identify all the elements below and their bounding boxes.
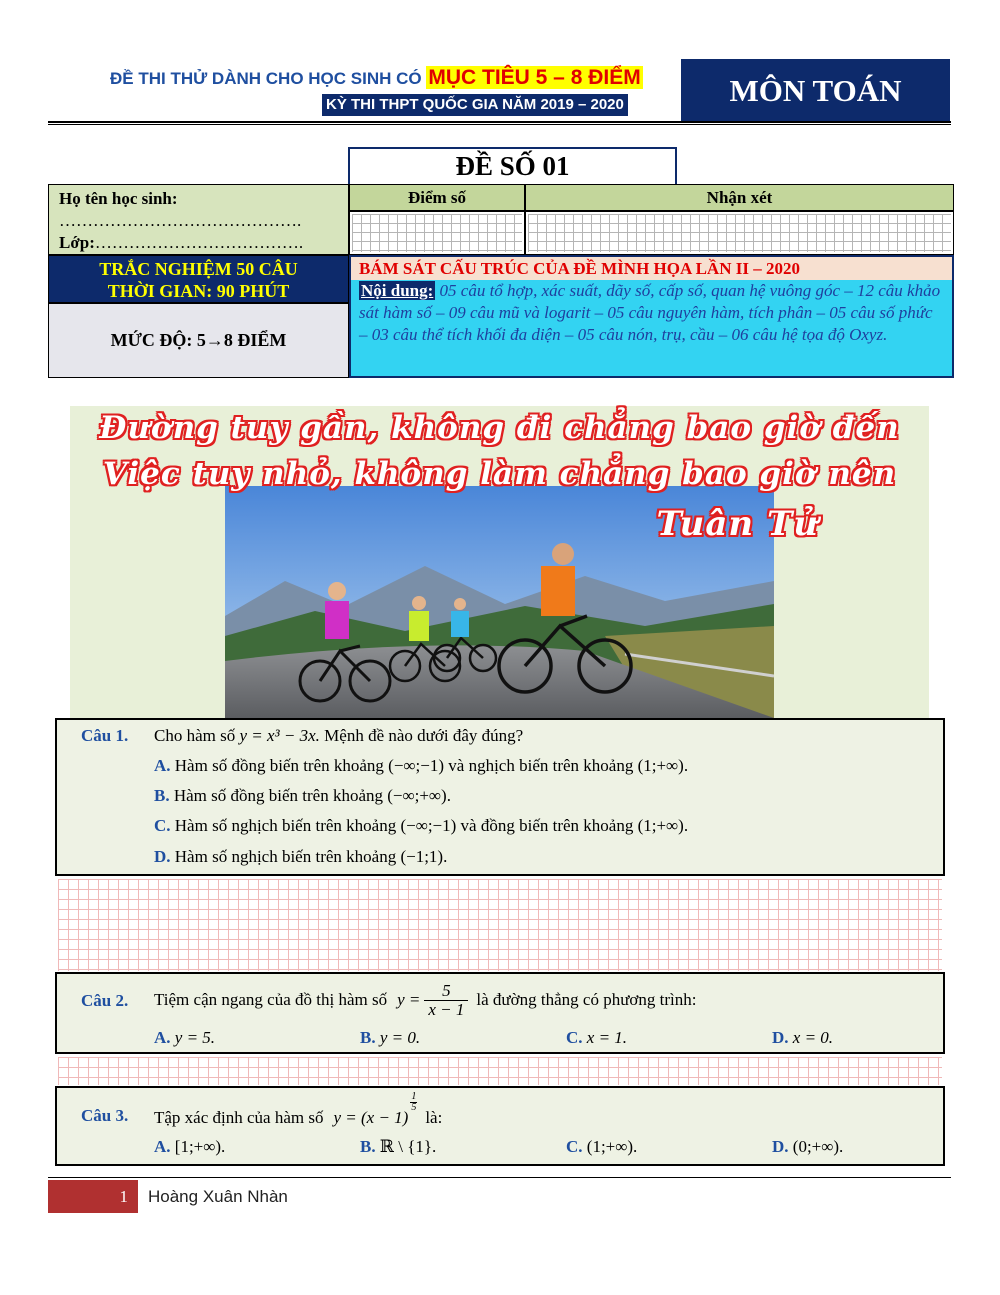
- exponent-numerator: 1: [411, 1091, 417, 1102]
- score-grid-cell[interactable]: [349, 211, 525, 255]
- student-info-cell: [48, 184, 349, 255]
- option-text: ℝ \ {1}.: [379, 1137, 437, 1156]
- question-3-formula: y = (x − 1): [333, 1108, 409, 1127]
- option-label: D.: [772, 1137, 789, 1156]
- comment-header: Nhận xét: [525, 184, 954, 211]
- question-3-option-d[interactable]: [772, 1137, 843, 1157]
- question-2-option-c[interactable]: [566, 1028, 627, 1048]
- content-cell: [349, 255, 954, 378]
- option-label: D.: [772, 1028, 789, 1047]
- footer-divider: [48, 1177, 951, 1178]
- option-label: A.: [154, 756, 171, 775]
- exam-title: ĐỀ SỐ 01: [348, 147, 677, 184]
- question-2-fraction: [424, 982, 468, 1019]
- question-3-option-b[interactable]: [360, 1137, 436, 1157]
- quote-line1: Đường tuy gần, không đi chẳng bao giờ đến: [99, 410, 900, 446]
- footer-author: Hoàng Xuân Nhàn: [148, 1187, 288, 1206]
- option-text: (0;+∞).: [792, 1137, 844, 1156]
- quote-author: Tuân Tử: [656, 504, 819, 544]
- subject-box: MÔN TOÁN: [681, 59, 950, 122]
- option-label: B.: [154, 786, 170, 805]
- header-divider: [48, 121, 951, 125]
- student-name-label: Họ tên học sinh:: [59, 189, 178, 208]
- option-text: (1;+∞).: [586, 1137, 638, 1156]
- question-2-number: Câu 2.: [81, 991, 129, 1010]
- option-label: B.: [360, 1137, 376, 1156]
- question-1-option-d[interactable]: [154, 847, 447, 867]
- option-text: Hàm số nghịch biến trên khoảng (−1;1).: [174, 847, 448, 866]
- question-3-exponent: [410, 1092, 417, 1113]
- content-text: 05 câu tổ hợp, xác suất, dãy số, cấp số, quan hệ vuông góc – 12 câu khảo sát hàm số – 09 câu mũ và logarit – 05 câu nguyên hàm, tích phân – 05 câu số phức – 03 câu thể tích khối đa diện – 05 câu nón, trụ, cầu – 06 câu hệ tọa độ Oxyz.: [359, 281, 941, 344]
- question-1-option-b[interactable]: [154, 786, 451, 806]
- option-text: Hàm số đồng biến trên khoảng (−∞;−1) và nghịch biến trên khoảng (1;+∞).: [174, 756, 689, 775]
- question-1-formula: y = x³ − 3x.: [239, 726, 320, 745]
- question-3-option-c[interactable]: [566, 1137, 637, 1157]
- option-text: y = 0.: [379, 1028, 421, 1047]
- question-2-option-d[interactable]: [772, 1028, 833, 1048]
- question-1-number: Câu 1.: [81, 726, 129, 745]
- question-2-stem: [154, 978, 696, 1022]
- fraction-numerator: 5: [424, 982, 468, 1001]
- content-label: Nội dung:: [361, 281, 434, 300]
- header-line2: KỲ THI THPT QUỐC GIA NĂM 2019 – 2020: [322, 94, 628, 116]
- header-prefix: ĐỀ THI THỬ DÀNH CHO HỌC SINH CÓ: [110, 69, 422, 88]
- class-dots[interactable]: ……………………………….: [94, 233, 304, 252]
- option-label: B.: [360, 1028, 376, 1047]
- content-body: [351, 280, 952, 346]
- question-2-option-b[interactable]: [360, 1028, 420, 1048]
- level-cell: MỨC ĐỘ: 5→8 ĐIỂM: [48, 303, 349, 378]
- test-format-cell: [48, 255, 349, 303]
- option-label: A.: [154, 1028, 171, 1047]
- question-1-stem: [154, 726, 523, 746]
- question-1-prefix: Cho hàm số: [154, 726, 236, 745]
- comment-grid: [528, 214, 951, 252]
- option-text: Hàm số đồng biến trên khoảng (−∞;+∞).: [173, 786, 451, 805]
- option-text: Hàm số nghịch biến trên khoảng (−∞;−1) và đồng biến trên khoảng (1;+∞).: [174, 816, 689, 835]
- option-label: D.: [154, 847, 171, 866]
- question-3-option-a[interactable]: [154, 1137, 225, 1157]
- student-name-dots[interactable]: …………………………………….: [59, 211, 302, 230]
- header-target-highlight: MỤC TIÊU 5 – 8 ĐIỂM: [428, 66, 641, 89]
- fraction-denominator: x − 1: [428, 999, 465, 1019]
- option-text: y = 5.: [174, 1028, 216, 1047]
- question-1-box: [55, 718, 945, 876]
- exponent-denominator: 5: [411, 1102, 417, 1113]
- scratch-grid-2[interactable]: [58, 1057, 942, 1085]
- exam-header: [110, 64, 672, 113]
- score-header: Điểm số: [349, 184, 525, 211]
- question-1-suffix: Mệnh đề nào dưới đây đúng?: [324, 726, 524, 745]
- question-2-option-a[interactable]: [154, 1028, 215, 1048]
- option-label: A.: [154, 1137, 171, 1156]
- structure-banner: BÁM SÁT CẤU TRÚC CỦA ĐỀ MÌNH HỌA LẦN II – 2020: [351, 257, 952, 280]
- comment-grid-cell[interactable]: [525, 211, 954, 255]
- motivation-banner: [70, 406, 929, 718]
- question-2-box: [55, 972, 945, 1054]
- option-text: x = 1.: [586, 1028, 628, 1047]
- test-format-line1: TRẮC NGHIỆM 50 CÂU: [99, 259, 298, 279]
- option-text: x = 0.: [792, 1028, 834, 1047]
- question-2-prefix: Tiệm cận ngang của đồ thị hàm số: [154, 990, 388, 1009]
- question-3-suffix: là:: [425, 1108, 443, 1127]
- option-label: C.: [566, 1028, 583, 1047]
- scratch-grid-1[interactable]: [58, 879, 942, 971]
- page-number: 1: [48, 1180, 138, 1213]
- option-label: C.: [566, 1137, 583, 1156]
- quote-line2: Việc tuy nhỏ, không làm chẳng bao giờ nên: [102, 456, 897, 492]
- question-1-option-a[interactable]: [154, 756, 688, 776]
- option-text: [1;+∞).: [174, 1137, 226, 1156]
- question-2-suffix: là đường thẳng có phương trình:: [476, 990, 697, 1009]
- question-3-stem: [154, 1092, 442, 1128]
- class-label: Lớp:: [59, 233, 95, 252]
- question-3-prefix: Tập xác định của hàm số: [154, 1108, 324, 1127]
- question-1-option-c[interactable]: [154, 816, 688, 836]
- header-line1: [110, 64, 672, 92]
- test-format-line2: THỜI GIAN: 90 PHÚT: [107, 281, 290, 301]
- question-3-box: [55, 1086, 945, 1166]
- score-grid: [352, 214, 522, 252]
- info-table: [48, 184, 954, 378]
- question-2-lhs: y =: [397, 990, 421, 1009]
- option-label: C.: [154, 816, 171, 835]
- question-3-number: Câu 3.: [81, 1106, 129, 1125]
